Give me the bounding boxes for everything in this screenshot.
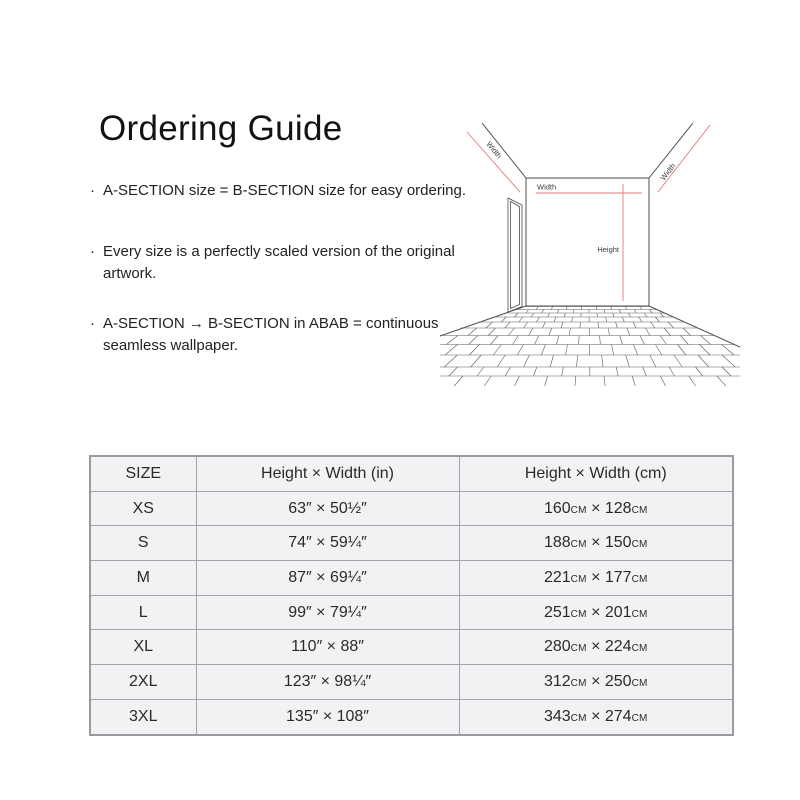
width-label-back-wall: Width bbox=[537, 182, 557, 192]
cm-unit-label: CM bbox=[631, 504, 648, 516]
size-cell: XS bbox=[90, 491, 196, 526]
table-row bbox=[90, 665, 733, 700]
cm-cell: 188CM × 150CM bbox=[459, 526, 733, 561]
inches-cell: 135″ × 108″ bbox=[196, 699, 459, 734]
table-row bbox=[90, 526, 733, 561]
cm-unit-label: CM bbox=[570, 643, 587, 655]
size-cell: L bbox=[90, 595, 196, 630]
width-label-right-wall: Width bbox=[658, 161, 678, 183]
back-wall bbox=[526, 178, 649, 306]
bullet-text: Every size is a perfectly scaled version of the original artwork. bbox=[103, 243, 455, 282]
table-row bbox=[90, 491, 733, 526]
cm-unit-label: CM bbox=[570, 608, 587, 620]
inches-cell: 123″ × 98¼″ bbox=[196, 665, 459, 700]
ceiling-edge-left bbox=[482, 123, 526, 178]
size-table bbox=[89, 455, 734, 736]
inches-cell: 87″ × 69¼″ bbox=[196, 561, 459, 596]
wall-base-right bbox=[649, 306, 740, 347]
table-header-row bbox=[90, 456, 733, 491]
cm-unit-label: CM bbox=[570, 712, 587, 724]
cm-unit-label: CM bbox=[570, 504, 587, 516]
width-label-left-wall: Width bbox=[484, 139, 504, 161]
inches-cell: 63″ × 50½″ bbox=[196, 491, 459, 526]
table-row bbox=[90, 699, 733, 734]
page-title: Ordering Guide bbox=[99, 109, 343, 149]
bullet-text: A-SECTION size = B-SECTION size for easy ordering. bbox=[103, 182, 467, 199]
cm-unit-label: CM bbox=[631, 608, 648, 620]
measurement-lines bbox=[467, 125, 710, 301]
bullet-text: A-SECTION → B-SECTION in ABAB = continuous seamless wallpaper. bbox=[103, 315, 439, 354]
size-cell: 3XL bbox=[90, 699, 196, 734]
door bbox=[508, 198, 522, 312]
size-cell: XL bbox=[90, 630, 196, 665]
table-row bbox=[90, 630, 733, 665]
cm-unit-label: CM bbox=[631, 712, 648, 724]
size-cell: S bbox=[90, 526, 196, 561]
floor-tiles bbox=[440, 307, 740, 387]
cm-unit-label: CM bbox=[631, 573, 648, 585]
inches-cell: 110″ × 88″ bbox=[196, 630, 459, 665]
cm-unit-label: CM bbox=[570, 573, 587, 585]
cm-cell: 312CM × 250CM bbox=[459, 665, 733, 700]
column-header-size: SIZE bbox=[90, 456, 196, 491]
cm-unit-label: CM bbox=[570, 677, 587, 689]
inches-cell: 99″ × 79¼″ bbox=[196, 595, 459, 630]
table-row bbox=[90, 561, 733, 596]
cm-unit-label: CM bbox=[631, 677, 648, 689]
cm-cell: 280CM × 224CM bbox=[459, 630, 733, 665]
cm-cell: 343CM × 274CM bbox=[459, 699, 733, 734]
bullet-marker: · bbox=[90, 243, 95, 260]
inches-cell: 74″ × 59¼″ bbox=[196, 526, 459, 561]
bullet-item bbox=[90, 180, 468, 202]
door-panel bbox=[511, 202, 520, 309]
bullet-marker: · bbox=[90, 315, 95, 332]
cm-unit-label: CM bbox=[570, 539, 587, 551]
bullet-marker: · bbox=[90, 182, 95, 199]
size-cell: M bbox=[90, 561, 196, 596]
bullet-item bbox=[90, 313, 468, 357]
height-label-back-wall: Height bbox=[597, 245, 619, 254]
column-header-inches: Height × Width (in) bbox=[196, 456, 459, 491]
cm-cell: 221CM × 177CM bbox=[459, 561, 733, 596]
wall-base-left bbox=[440, 306, 526, 336]
cm-unit-label: CM bbox=[631, 539, 648, 551]
cm-cell: 251CM × 201CM bbox=[459, 595, 733, 630]
cm-unit-label: CM bbox=[631, 643, 648, 655]
column-header-cm: Height × Width (cm) bbox=[459, 456, 733, 491]
cm-cell: 160CM × 128CM bbox=[459, 491, 733, 526]
bullet-item bbox=[90, 241, 468, 285]
room-diagram bbox=[440, 95, 740, 395]
table-row bbox=[90, 595, 733, 630]
size-cell: 2XL bbox=[90, 665, 196, 700]
room-walls-lines bbox=[440, 123, 740, 347]
